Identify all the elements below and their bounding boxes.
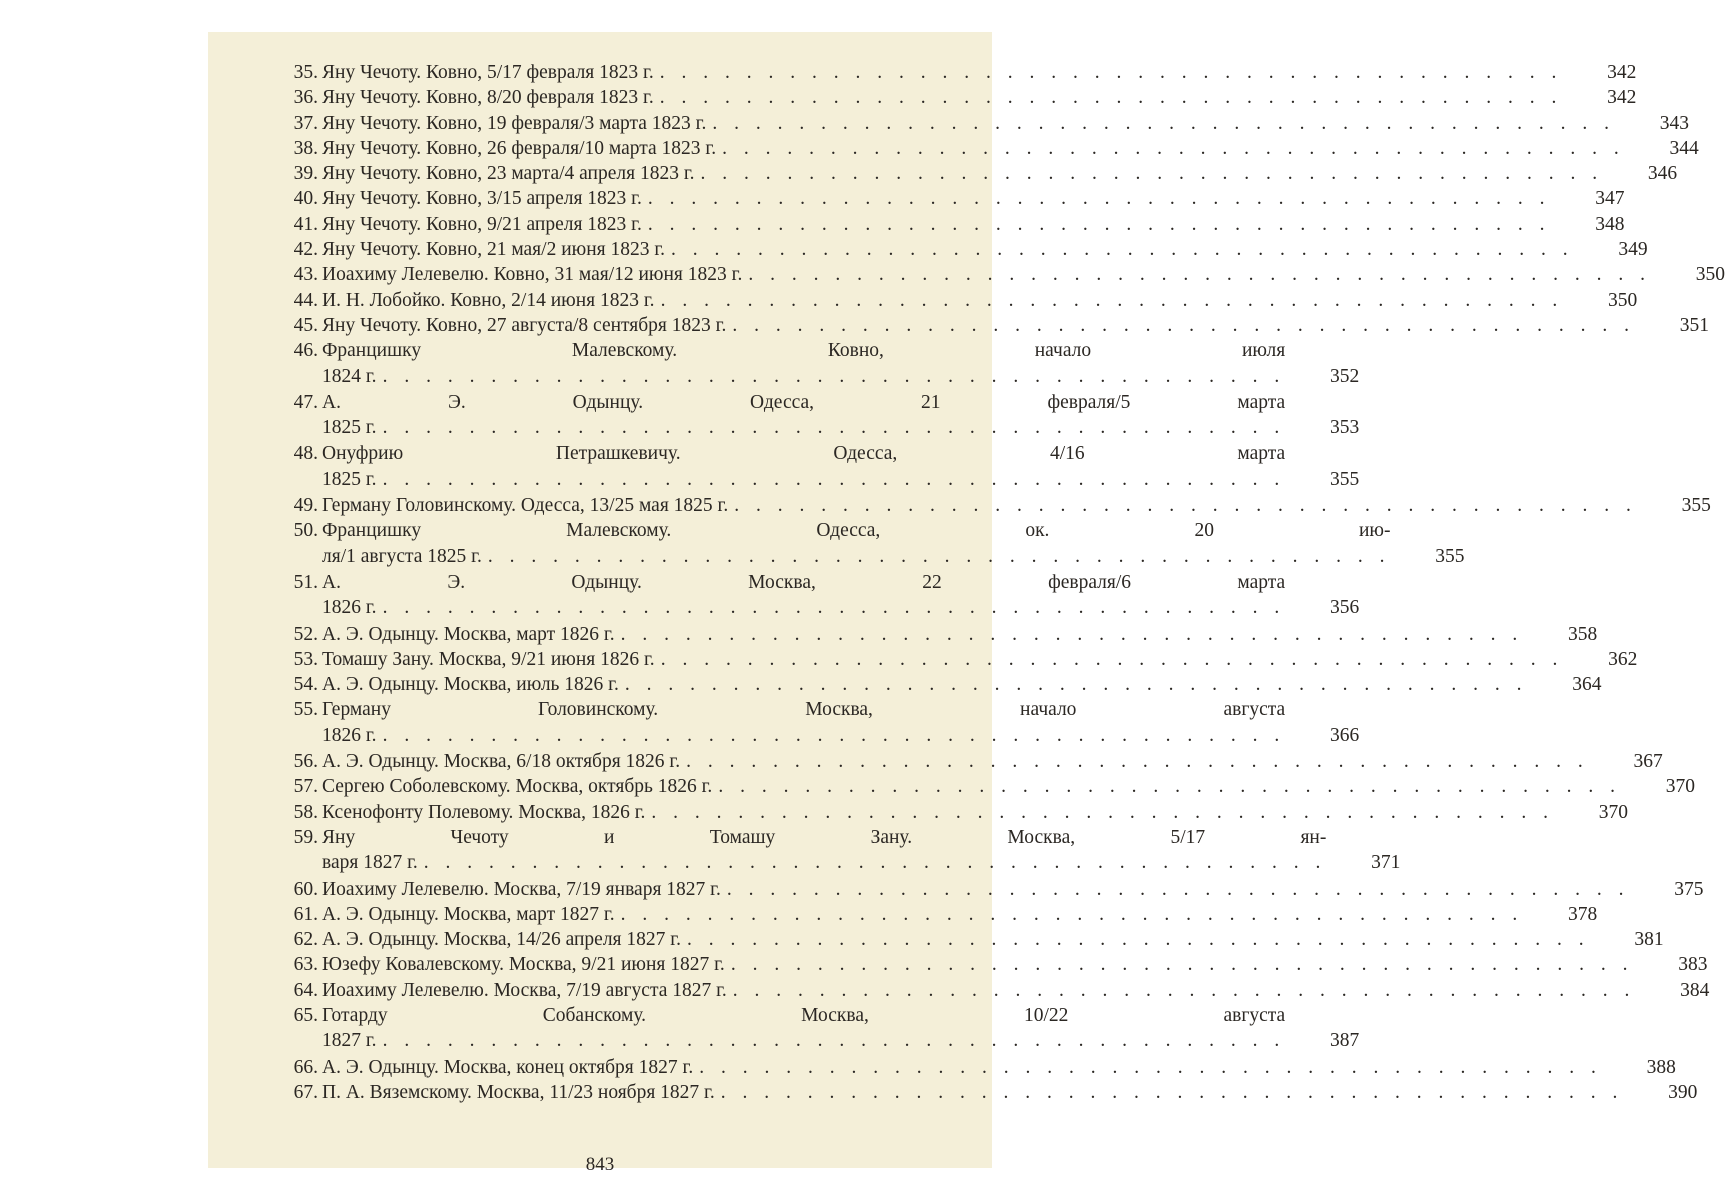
entry-page-number: 366: [1329, 724, 1360, 746]
entry-page-number: 350: [1607, 289, 1638, 311]
dot-leaders: . . . . . . . . . . . . . . . . . . . . . . . . . . . . . . . . . . . . . . . . . .: [686, 929, 1590, 951]
entry-page-number: 344: [1669, 137, 1699, 159]
entry-title-line: А. Э. Одынцу. Москва, 6/18 октября 1826 г.: [322, 751, 681, 773]
entry-title: [322, 1003, 1285, 1054]
entry-title-line: Готарду Собанскому. Москва, 10/22 августа: [322, 1004, 1286, 1026]
dot-leaders: . . . . . . . . . . . . . . . . . . . . . . . . . . . . . . . . . . . . . . . . . .: [651, 801, 1555, 823]
entry-page-number: 371: [1371, 852, 1401, 874]
entry-page-number: 342: [1607, 62, 1637, 83]
dot-leaders: . . . . . . . . . . . . . . . . . . . . . . . . . . . . . . . . . . . . . . . . . .: [660, 648, 1564, 670]
entry-number: 37.: [293, 112, 318, 134]
entry-number: 50.: [293, 520, 318, 542]
toc-entry: [286, 262, 1725, 287]
entry-title-line: А. Э. Одынцу. Москва, 14/26 апреля 1827 г.: [322, 929, 681, 951]
entry-title-line: А. Э. Одынцу. Москва, март 1826 г.: [322, 623, 615, 645]
toc-entry: [286, 518, 1465, 569]
entry-number: 39.: [293, 163, 318, 185]
entry-title: [322, 978, 1635, 1003]
dot-leaders: . . . . . . . . . . . . . . . . . . . . . . . . . . . . . . . . . . . . . . . . . .: [647, 188, 1551, 210]
entry-title-line: А. Э. Одынцу. Москва, 22 февраля/6 марта: [322, 571, 1286, 593]
entry-title: [322, 774, 1621, 799]
dot-leaders: . . . . . . . . . . . . . . . . . . . . . . . . . . . . . . . . . . . . . . . . . .: [620, 623, 1524, 645]
entry-page-number: 347: [1595, 188, 1625, 210]
toc-entry: [286, 927, 1664, 952]
entry-number: 65.: [293, 1004, 318, 1026]
entry-title-text: 1826 г.: [322, 724, 377, 746]
entry-page-number: 346: [1647, 163, 1678, 185]
entry-title-line: А. Э. Одынцу. Москва, июль 1826 г.: [322, 674, 619, 696]
entry-title-line: Иоахиму Лелевелю. Ковно, 31 мая/12 июня 1823 г.: [322, 264, 743, 286]
entry-title-line: [322, 850, 1326, 875]
entry-title-line: Яну Чечоту. Ковно, 9/21 апреля 1823 г.: [322, 213, 642, 235]
toc-entry: [286, 825, 1401, 876]
entry-number: 63.: [293, 954, 318, 976]
dot-leaders: . . . . . . . . . . . . . . . . . . . . . . . . . . . . . . . . . . . . . . . . . .: [659, 87, 1563, 109]
entry-title: [322, 800, 1554, 825]
entry-title: [322, 338, 1285, 389]
toc-entry: [286, 570, 1360, 621]
entry-number: 38.: [293, 137, 318, 159]
entry-title: [322, 825, 1326, 876]
entry-title: [322, 493, 1637, 518]
entry-page-number: 388: [1646, 1056, 1676, 1078]
entry-title: [322, 902, 1523, 927]
entry-title: [322, 85, 1562, 110]
dot-leaders: . . . . . . . . . . . . . . . . . . . . . . . . . . . . . . . . . . . . . . . . . .: [732, 979, 1636, 1001]
entry-number: 58.: [293, 801, 318, 823]
dot-leaders: . . . . . . . . . . . . . . . . . . . . . . . . . . . . . . . . . . . . . . . . . .: [732, 314, 1635, 336]
entry-number: 56.: [293, 751, 318, 773]
entry-number: 52.: [293, 623, 318, 645]
toc-entry: [286, 161, 1678, 186]
entry-title-line: Яну Чечоту. Ковно, 5/17 февраля 1823 г.: [322, 62, 654, 83]
entry-number: 41.: [293, 213, 318, 235]
entry-title: [322, 186, 1550, 211]
entry-title: [322, 877, 1629, 902]
entry-page-number: 353: [1329, 417, 1360, 439]
toc-entry: [286, 877, 1704, 902]
entry-title-line: А. Э. Одынцу. Москва, конец октября 1827 г.: [322, 1056, 694, 1078]
toc-entry: [286, 902, 1598, 927]
entry-page-number: 355: [1681, 495, 1711, 517]
entry-page-number: 390: [1668, 1081, 1698, 1103]
entry-title-line: Яну Чечоту. Ковно, 21 мая/2 июня 1823 г.: [322, 239, 666, 261]
entry-title: [322, 647, 1563, 672]
entry-title-line: А. Э. Одынцу. Москва, март 1827 г.: [322, 903, 615, 925]
dot-leaders: . . . . . . . . . . . . . . . . . . . . . . . . . . . . . . . . . . . . . . . . . .: [686, 751, 1589, 773]
dot-leaders: . . . . . . . . . . . . . . . . . . . . . . . . . . . . . . . . . . . . . . . . . .: [700, 163, 1604, 185]
entry-title: [322, 212, 1550, 237]
entry-page-number: 349: [1618, 239, 1648, 261]
entry-title-text: 1827 г.: [322, 1030, 377, 1052]
entry-title: [322, 136, 1625, 161]
entry-number: 46.: [293, 340, 318, 362]
entry-title-line: Яну Чечоту. Ковно, 8/20 февраля 1823 г.: [322, 87, 654, 109]
entry-title: [322, 237, 1574, 262]
entry-title-line: Онуфрию Петрашкевичу. Одесса, 4/16 марта: [322, 443, 1286, 465]
toc-entry: [286, 85, 1637, 110]
table-of-contents: [286, 60, 1725, 1105]
entry-title: [322, 60, 1562, 85]
toc-entry: [286, 749, 1663, 774]
toc-entry: [286, 978, 1710, 1003]
entry-page-number: 367: [1633, 751, 1663, 773]
entry-page-number: 351: [1679, 314, 1709, 336]
entry-title-line: [322, 1028, 1285, 1053]
dot-leaders: . . . . . . . . . . . . . . . . . . . . . . . . . . . . . . . . . . . . . . . . . .: [382, 724, 1286, 746]
entry-number: 66.: [293, 1056, 318, 1078]
entry-title-line: [322, 595, 1285, 620]
entry-title-line: Томашу Зану. Москва, 9/21 июня 1826 г.: [322, 648, 655, 670]
dot-leaders: . . . . . . . . . . . . . . . . . . . . . . . . . . . . . . . . . . . . . . . . . .: [660, 289, 1564, 311]
dot-leaders: . . . . . . . . . . . . . . . . . . . . . . . . . . . . . . . . . . . . . . . . . .: [699, 1056, 1602, 1078]
dot-leaders: . . . . . . . . . . . . . . . . . . . . . . . . . . . . . . . . . . . . . . . . . .: [722, 137, 1625, 159]
entry-page-number: 358: [1567, 623, 1598, 645]
entry-title-line: [322, 467, 1285, 492]
entry-number: 51.: [293, 571, 318, 593]
entry-title-text: варя 1827 г.: [322, 852, 418, 874]
toc-entry: [286, 186, 1625, 211]
entry-page-number: 383: [1678, 954, 1708, 976]
entry-page-number: 387: [1329, 1030, 1360, 1052]
entry-title: [322, 390, 1285, 441]
toc-entry: [286, 1003, 1360, 1054]
dot-leaders: . . . . . . . . . . . . . . . . . . . . . . . . . . . . . . . . . . . . . . . . . .: [382, 365, 1286, 387]
dot-leaders: . . . . . . . . . . . . . . . . . . . . . . . . . . . . . . . . . . . . . . . . . .: [726, 878, 1630, 900]
toc-entry: [286, 313, 1709, 338]
toc-entry: [286, 647, 1638, 672]
entry-title: [322, 570, 1285, 621]
entry-title: [322, 161, 1603, 186]
entry-title-line: Яну Чечоту. Ковно, 19 февраля/3 марта 1823 г.: [322, 112, 707, 134]
toc-entry: [286, 952, 1708, 977]
entry-number: 47.: [293, 391, 318, 413]
entry-title-line: П. А. Вяземскому. Москва, 11/23 ноября 1827 г.: [322, 1081, 715, 1103]
entry-title-text: 1825 г.: [322, 468, 377, 490]
entry-title-line: И. Н. Лобойко. Ковно, 2/14 июня 1823 г.: [322, 289, 655, 311]
entry-page-number: 370: [1665, 776, 1695, 798]
dot-leaders: . . . . . . . . . . . . . . . . . . . . . . . . . . . . . . . . . . . . . . . . . .: [382, 468, 1286, 490]
entry-number: 44.: [293, 289, 318, 311]
entry-title-line: Сергею Соболевскому. Москва, октябрь 1826 г.: [322, 776, 713, 798]
entry-title-line: Яну Чечоту. Ковно, 3/15 апреля 1823 г.: [322, 188, 642, 210]
entry-number: 42.: [293, 239, 318, 261]
entry-title-line: А. Э. Одынцу. Одесса, 21 февраля/5 марта: [322, 391, 1286, 413]
entry-number: 35.: [293, 62, 318, 83]
entry-number: 67.: [293, 1081, 318, 1103]
entry-title: [322, 111, 1615, 136]
entry-title-line: Яну Чечоту и Томашу Зану. Москва, 5/17 ян-: [322, 826, 1327, 848]
dot-leaders: . . . . . . . . . . . . . . . . . . . . . . . . . . . . . . . . . . . . . . . . . .: [624, 674, 1528, 696]
entry-title-text: ля/1 августа 1825 г.: [322, 545, 482, 567]
entry-title: [322, 749, 1589, 774]
entry-title: [322, 927, 1590, 952]
toc-entry: [286, 288, 1638, 313]
entry-title-line: Герману Головинскому. Одесса, 13/25 мая 1825 г.: [322, 495, 729, 517]
entry-number: 57.: [293, 776, 318, 798]
dot-leaders: . . . . . . . . . . . . . . . . . . . . . . . . . . . . . . . . . . . . . . . . . .: [718, 776, 1621, 798]
entry-title: [322, 288, 1563, 313]
entry-number: 45.: [293, 314, 318, 336]
entry-title-line: [322, 415, 1285, 440]
entry-number: 60.: [293, 878, 318, 900]
toc-entry: [286, 338, 1360, 389]
entry-title-line: Юзефу Ковалевскому. Москва, 9/21 июня 1827 г.: [322, 954, 725, 976]
entry-number: 48.: [293, 443, 318, 465]
entry-title: [322, 622, 1523, 647]
entry-title-text: 1826 г.: [322, 597, 377, 619]
entry-page-number: 364: [1572, 674, 1602, 696]
entry-number: 62.: [293, 929, 318, 951]
dot-leaders: . . . . . . . . . . . . . . . . . . . . . . . . . . . . . . . . . . . . . . . . . .: [382, 1030, 1286, 1052]
entry-number: 40.: [293, 188, 318, 210]
entry-title: [322, 672, 1528, 697]
dot-leaders: . . . . . . . . . . . . . . . . . . . . . . . . . . . . . . . . . . . . . . . . . .: [734, 495, 1637, 517]
entry-page-number: 375: [1674, 878, 1704, 900]
dot-leaders: . . . . . . . . . . . . . . . . . . . . . . . . . . . . . . . . . . . . . . . . . .: [748, 264, 1651, 286]
entry-title-line: Францишку Малевскому. Одесса, ок. 20 ию-: [322, 520, 1391, 542]
entry-page-number: 355: [1435, 545, 1465, 567]
entry-page-number: 370: [1598, 801, 1629, 823]
entry-number: 54.: [293, 674, 318, 696]
toc-entry: [286, 774, 1695, 799]
entry-title-text: 1824 г.: [322, 365, 377, 387]
entry-number: 43.: [293, 264, 318, 286]
entry-title: [322, 952, 1633, 977]
toc-entry: [286, 441, 1360, 492]
toc-entry: [286, 1080, 1698, 1105]
entry-page-number: 381: [1634, 929, 1664, 951]
dot-leaders: . . . . . . . . . . . . . . . . . . . . . . . . . . . . . . . . . . . . . . . . . .: [487, 545, 1391, 567]
dot-leaders: . . . . . . . . . . . . . . . . . . . . . . . . . . . . . . . . . . . . . . . . . .: [647, 213, 1551, 235]
entry-title-line: Ксенофонту Полевому. Москва, 1826 г.: [322, 801, 646, 823]
entry-title-line: [322, 364, 1285, 389]
toc-entry: [286, 672, 1602, 697]
entry-title: [322, 697, 1285, 748]
toc-entry: [286, 800, 1629, 825]
toc-entry: [286, 237, 1648, 262]
toc-entry: [286, 493, 1711, 518]
entry-title: [322, 262, 1651, 287]
entry-title: [322, 1055, 1602, 1080]
dot-leaders: . . . . . . . . . . . . . . . . . . . . . . . . . . . . . . . . . . . . . . . . . .: [382, 417, 1286, 439]
dot-leaders: . . . . . . . . . . . . . . . . . . . . . . . . . . . . . . . . . . . . . . . . . .: [712, 112, 1615, 134]
entry-page-number: 384: [1680, 979, 1710, 1001]
entry-title-line: Яну Чечоту. Ковно, 23 марта/4 апреля 1823 г.: [322, 163, 695, 185]
dot-leaders: . . . . . . . . . . . . . . . . . . . . . . . . . . . . . . . . . . . . . . . . . .: [730, 954, 1634, 976]
dot-leaders: . . . . . . . . . . . . . . . . . . . . . . . . . . . . . . . . . . . . . . . . . .: [659, 62, 1563, 83]
book-page: [208, 32, 1725, 1175]
entry-title-line: Герману Головинскому. Москва, начало августа: [322, 699, 1286, 721]
toc-entry: [286, 136, 1699, 161]
toc-entry: [286, 697, 1360, 748]
toc-entry: [286, 390, 1360, 441]
dot-leaders: . . . . . . . . . . . . . . . . . . . . . . . . . . . . . . . . . . . . . . . . . .: [423, 852, 1327, 874]
entry-page-number: 343: [1659, 112, 1689, 134]
entry-number: 64.: [293, 979, 318, 1001]
dot-leaders: . . . . . . . . . . . . . . . . . . . . . . . . . . . . . . . . . . . . . . . . . .: [720, 1081, 1624, 1103]
entry-title-line: Францишку Малевскому. Ковно, начало июля: [322, 340, 1286, 362]
entry-number: 55.: [293, 699, 318, 721]
entry-title-line: Иоахиму Лелевелю. Москва, 7/19 августа 1827 г.: [322, 979, 727, 1001]
entry-title-line: [322, 544, 1390, 569]
entry-number: 53.: [293, 648, 318, 670]
toc-entry: [286, 60, 1637, 85]
entry-title: [322, 518, 1390, 569]
page-number: 843: [585, 1154, 615, 1175]
entry-page-number: 352: [1329, 365, 1360, 387]
entry-title-line: Иоахиму Лелевелю. Москва, 7/19 января 1827 г.: [322, 878, 721, 900]
entry-title-line: Яну Чечоту. Ковно, 26 февраля/10 марта 1823 г.: [322, 137, 717, 159]
toc-entry: [286, 111, 1689, 136]
entry-number: 61.: [293, 903, 318, 925]
entry-title-text: 1825 г.: [322, 417, 377, 439]
entry-title: [322, 313, 1635, 338]
toc-entry: [286, 212, 1625, 237]
entry-number: 49.: [293, 495, 318, 517]
entry-title-line: Яну Чечоту. Ковно, 27 августа/8 сентября 1823 г.: [322, 314, 727, 336]
entry-number: 36.: [293, 87, 318, 109]
entry-page-number: 350: [1695, 264, 1725, 286]
entry-page-number: 362: [1608, 648, 1638, 670]
entry-page-number: 342: [1607, 87, 1637, 109]
entry-title: [322, 441, 1285, 492]
dot-leaders: . . . . . . . . . . . . . . . . . . . . . . . . . . . . . . . . . . . . . . . . . .: [382, 597, 1286, 619]
toc-entry: [286, 1055, 1676, 1080]
toc-entry: [286, 622, 1598, 647]
entry-page-number: 348: [1595, 213, 1625, 235]
entry-number: 59.: [293, 826, 318, 848]
entry-title-line: [322, 723, 1285, 748]
entry-title: [322, 1080, 1623, 1105]
entry-page-number: 378: [1567, 903, 1598, 925]
entry-page-number: 355: [1329, 468, 1360, 490]
dot-leaders: . . . . . . . . . . . . . . . . . . . . . . . . . . . . . . . . . . . . . . . . . .: [671, 239, 1574, 261]
entry-page-number: 356: [1329, 597, 1360, 619]
dot-leaders: . . . . . . . . . . . . . . . . . . . . . . . . . . . . . . . . . . . . . . . . . .: [620, 903, 1524, 925]
